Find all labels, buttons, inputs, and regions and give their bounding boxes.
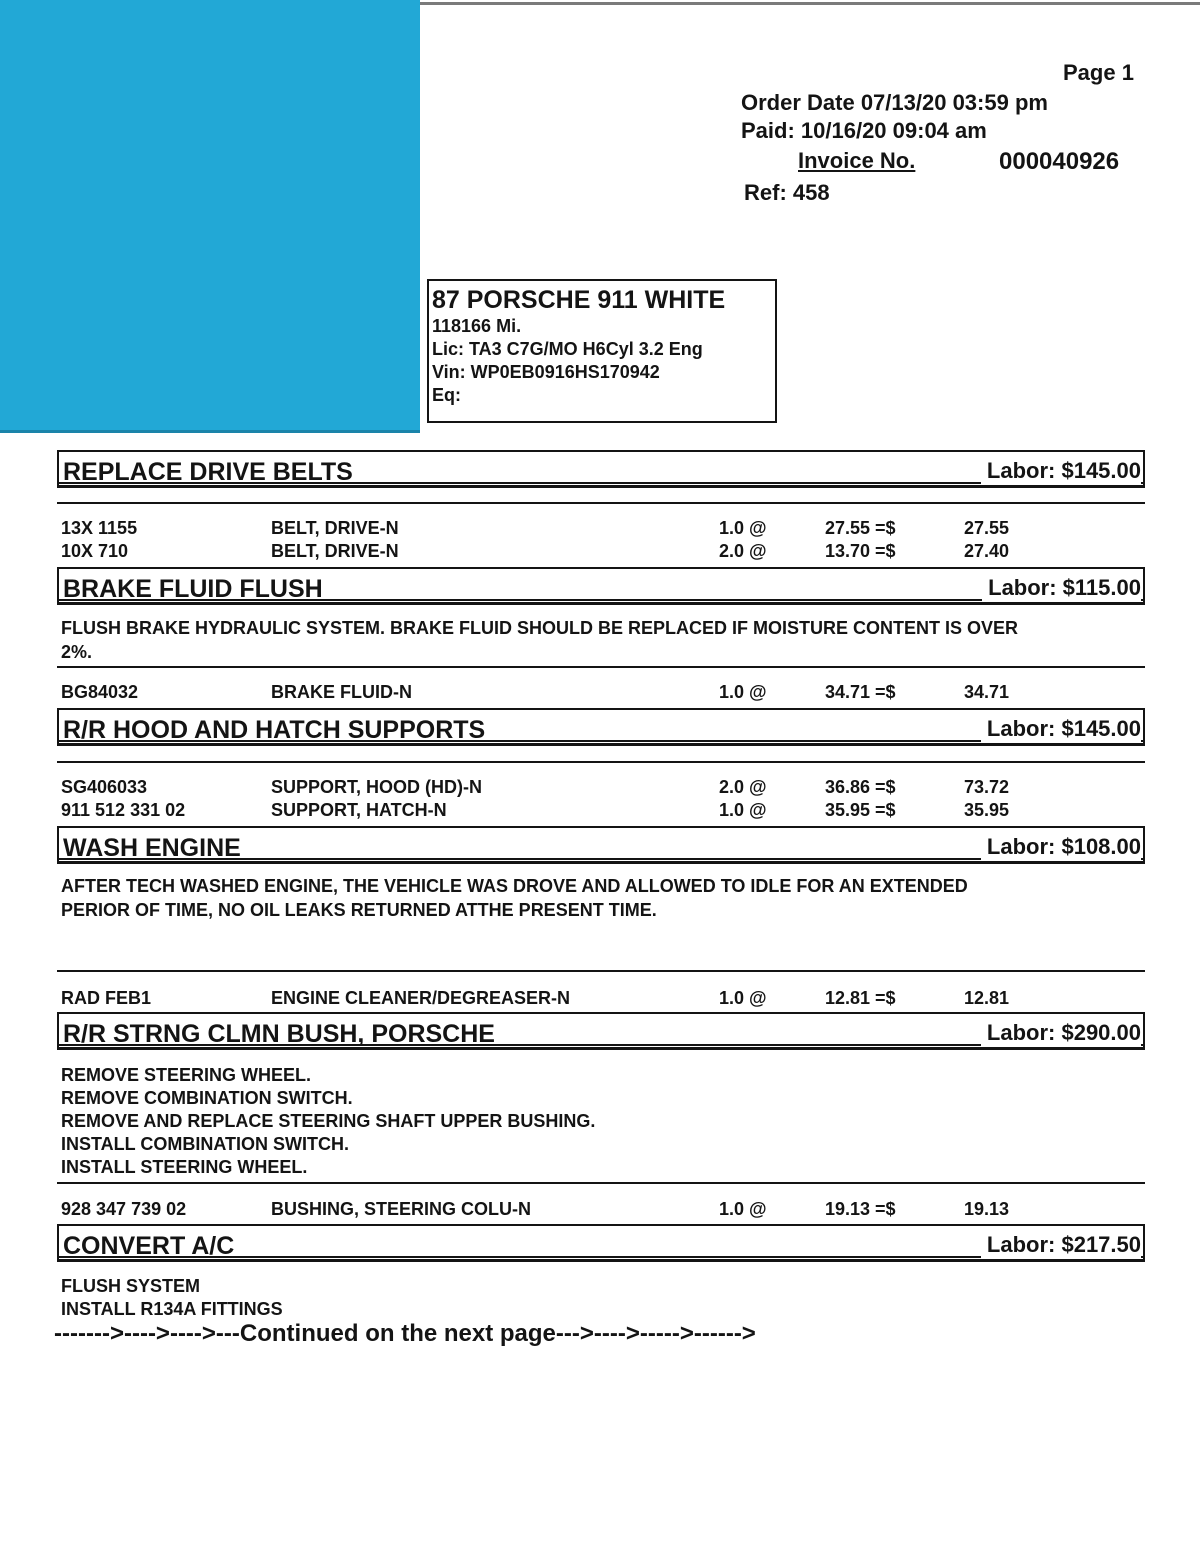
part-number: 928 347 739 02	[61, 1199, 187, 1219]
part-description: BELT, DRIVE-N	[271, 541, 399, 561]
section-note: AFTER TECH WASHED ENGINE, THE VEHICLE WAS DROVE AND ALLOWED TO IDLE FOR AN EXTENDED	[61, 876, 968, 896]
part-quantity: 1.0 @	[719, 988, 767, 1008]
part-number: 10X 710	[61, 541, 129, 561]
section-note: INSTALL STEERING WHEEL.	[61, 1157, 308, 1177]
part-row	[0, 540, 1200, 563]
part-description: BELT, DRIVE-N	[271, 518, 399, 538]
part-unit-price: 19.13 =$	[825, 1199, 896, 1219]
section-note: 2%.	[61, 642, 93, 662]
section-title: BRAKE FLUID FLUSH	[63, 575, 323, 603]
part-quantity: 1.0 @	[719, 800, 767, 820]
part-unit-price: 34.71 =$	[825, 682, 896, 702]
section-labor: Labor: $108.00	[981, 834, 1141, 860]
part-total: 35.95	[964, 800, 1010, 820]
section-title: R/R HOOD AND HATCH SUPPORTS	[63, 716, 486, 744]
invoice-label: Invoice No.	[798, 148, 916, 173]
vehicle-info-box	[427, 279, 777, 423]
section-note: INSTALL COMBINATION SWITCH.	[61, 1134, 349, 1154]
divider	[57, 666, 1145, 668]
part-row	[0, 987, 1200, 1010]
section-labor: Labor: $217.50	[981, 1232, 1141, 1258]
part-row	[0, 799, 1200, 822]
vehicle-title: 87 PORSCHE 911 WHITE	[432, 286, 726, 314]
section-note: REMOVE STEERING WHEEL.	[61, 1065, 312, 1085]
vehicle-mileage: 118166 Mi.	[432, 316, 522, 336]
part-total: 34.71	[964, 682, 1010, 702]
part-unit-price: 12.81 =$	[825, 988, 896, 1008]
divider	[57, 1182, 1145, 1184]
part-quantity: 1.0 @	[719, 1199, 767, 1219]
section-note: REMOVE AND REPLACE STEERING SHAFT UPPER BUSHING.	[61, 1111, 596, 1131]
section-header-hood-hatch-supports	[57, 708, 1145, 746]
order-date: Order Date 07/13/20 03:59 pm	[741, 90, 1048, 115]
section-note: PERIOR OF TIME, NO OIL LEAKS RETURNED ATTHE PRESENT TIME.	[61, 900, 657, 920]
part-description: SUPPORT, HOOD (HD)-N	[271, 777, 482, 797]
part-row	[0, 776, 1200, 799]
divider	[57, 502, 1145, 504]
part-number: RAD FEB1	[61, 988, 152, 1008]
part-description: BRAKE FLUID-N	[271, 682, 412, 702]
part-number: 911 512 331 02	[61, 800, 186, 820]
part-number: SG406033	[61, 777, 148, 797]
section-header-brake-fluid-flush	[57, 567, 1145, 605]
section-labor: Labor: $145.00	[981, 458, 1141, 484]
part-quantity: 1.0 @	[719, 682, 767, 702]
part-total: 73.72	[964, 777, 1010, 797]
section-header-wash-engine	[57, 826, 1145, 864]
part-total: 27.40	[964, 541, 1010, 561]
section-labor: Labor: $115.00	[982, 575, 1141, 601]
scan-top-edge	[410, 2, 1200, 5]
part-total: 12.81	[964, 988, 1010, 1008]
part-row	[0, 517, 1200, 540]
part-quantity: 1.0 @	[719, 518, 767, 538]
section-title: WASH ENGINE	[63, 834, 241, 862]
part-number: 13X 1155	[61, 518, 138, 538]
part-quantity: 2.0 @	[719, 777, 767, 797]
part-row	[0, 1198, 1200, 1221]
part-unit-price: 35.95 =$	[825, 800, 896, 820]
vehicle-equipment: Eq:	[432, 385, 461, 405]
section-title: R/R STRNG CLMN BUSH, PORSCHE	[63, 1020, 495, 1048]
vehicle-vin: Vin: WP0EB0916HS170942	[432, 362, 660, 382]
section-header-steering-column-bushing	[57, 1012, 1145, 1050]
sticky-note	[0, 0, 420, 433]
part-unit-price: 27.55 =$	[825, 518, 896, 538]
paid-date: Paid: 10/16/20 09:04 am	[741, 118, 987, 143]
section-header-convert-ac	[57, 1224, 1145, 1262]
part-total: 27.55	[964, 518, 1010, 538]
vehicle-license: Lic: TA3 C7G/MO H6Cyl 3.2 Eng	[432, 339, 703, 359]
divider	[57, 970, 1145, 972]
section-title: CONVERT A/C	[63, 1232, 235, 1260]
part-description: ENGINE CLEANER/DEGREASER-N	[271, 988, 571, 1008]
section-labor: Labor: $290.00	[981, 1020, 1141, 1046]
part-description: SUPPORT, HATCH-N	[271, 800, 447, 820]
part-quantity: 2.0 @	[719, 541, 767, 561]
part-unit-price: 13.70 =$	[825, 541, 896, 561]
continued-notice: ------->---->---->---Continued on the next page--->---->----->------>	[54, 1320, 756, 1347]
invoice-number: 000040926	[999, 148, 1120, 175]
section-header-replace-drive-belts	[57, 450, 1145, 488]
part-description: BUSHING, STEERING COLU-N	[271, 1199, 532, 1219]
part-unit-price: 36.86 =$	[825, 777, 896, 797]
page-number: Page 1	[1063, 60, 1134, 85]
section-title: REPLACE DRIVE BELTS	[63, 458, 353, 486]
section-labor: Labor: $145.00	[981, 716, 1141, 742]
part-total: 19.13	[964, 1199, 1010, 1219]
section-note: INSTALL R134A FITTINGS	[61, 1299, 283, 1319]
section-note: FLUSH BRAKE HYDRAULIC SYSTEM. BRAKE FLUID SHOULD BE REPLACED IF MOISTURE CONTENT IS OVER	[61, 618, 1019, 638]
part-row	[0, 681, 1200, 704]
section-note: REMOVE COMBINATION SWITCH.	[61, 1088, 353, 1108]
reference-number: Ref: 458	[744, 180, 830, 205]
section-note: FLUSH SYSTEM	[61, 1276, 201, 1296]
part-number: BG84032	[61, 682, 139, 702]
divider	[57, 761, 1145, 763]
